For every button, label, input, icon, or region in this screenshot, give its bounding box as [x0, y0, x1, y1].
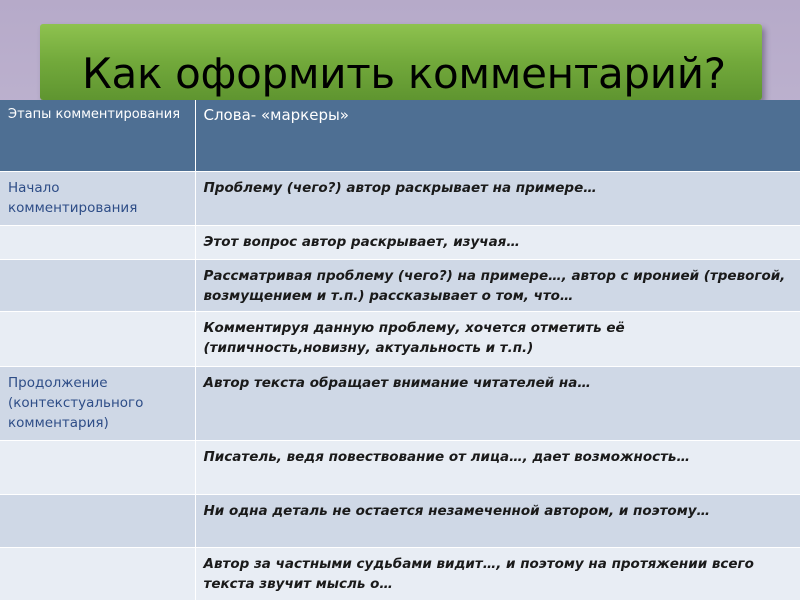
stage-cell: Продолжение (контекстуального комментария): [0, 366, 195, 440]
stage-cell: Начало комментирования: [0, 171, 195, 225]
header-markers: Слова- «маркеры»: [195, 100, 800, 171]
marker-cell: Ни одна деталь не остается незамеченной автором, и поэтому…: [195, 494, 800, 547]
table-row: [0, 171, 800, 225]
marker-cell: Этот вопрос автор раскрывает, изучая…: [195, 225, 800, 259]
stage-cell: [0, 547, 195, 600]
marker-cell: Автор текста обращает внимание читателей на…: [195, 366, 800, 440]
stage-cell: [0, 311, 195, 366]
stage-cell: [0, 494, 195, 547]
table-row: [0, 547, 800, 600]
header-stages: Этапы комментирования: [0, 100, 195, 171]
slide-title: Как оформить комментарий?: [82, 49, 726, 98]
marker-cell: Рассматривая проблему (чего?) на примере…, автор с иронией (тревогой, возмущением и т.п.) рассказывает о том, что…: [195, 259, 800, 311]
table-row: [0, 494, 800, 547]
table-row: [0, 366, 800, 440]
table-header-row: [0, 100, 800, 171]
marker-cell: Автор за частными судьбами видит…, и поэтому на протяжении всего текста звучит мысль о…: [195, 547, 800, 600]
stage-cell: [0, 440, 195, 494]
marker-cell: Комментируя данную проблему, хочется отметить её (типичность,новизну, актуальность и т.п.): [195, 311, 800, 366]
stage-cell: [0, 225, 195, 259]
marker-cell: Проблему (чего?) автор раскрывает на примере…: [195, 171, 800, 225]
table-row: [0, 225, 800, 259]
markers-table: [0, 100, 800, 600]
table-row: [0, 311, 800, 366]
table-row: [0, 440, 800, 494]
marker-cell: Писатель, ведя повествование от лица…, дает возможность…: [195, 440, 800, 494]
table-row: [0, 259, 800, 311]
stage-cell: [0, 259, 195, 311]
